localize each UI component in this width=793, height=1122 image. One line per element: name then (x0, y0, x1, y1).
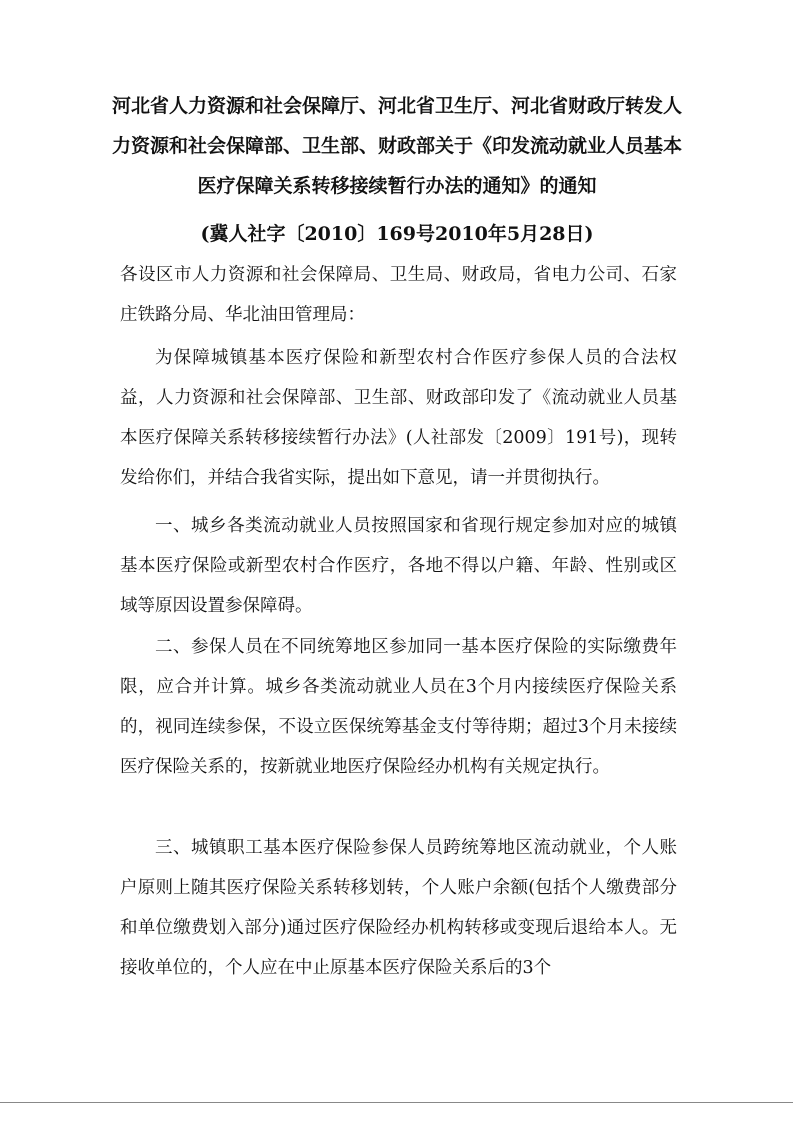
addressee: 各设区市人力资源和社会保障局、卫生局、财政局，省电力公司、石家庄铁路分局、华北油田管理局： (120, 265, 677, 325)
paragraph-3: 三、城镇职工基本医疗保险参保人员跨统筹地区流动就业，个人账户原则上随其医疗保险关系转移划转，个人账户余额(包括个人缴费部分和单位缴费划入部分)通过医疗保险经办机构转移或变现后退给本人。无接收单位的，个人应在中止原基本医疗保险关系后的3个 (120, 838, 677, 978)
document-number: (冀人社字〔2010〕169号2010年5月28日) (200, 223, 594, 245)
paragraph-2: 二、参保人员在不同统筹地区参加同一基本医疗保险的实际缴费年限，应合并计算。城乡各类流动就业人员在3个月内接续医疗保险关系的，视同连续参保，不设立医保统筹基金支付等待期；超过3个月未接续医疗保险关系的，按新就业地医疗保险经办机构有关规定执行。 (120, 637, 677, 777)
document-title: 河北省人力资源和社会保障厅、河北省卫生厅、河北省财政厅转发人力资源和社会保障部、卫生部、财政部关于《印发流动就业人员基本医疗保障关系转移接续暂行办法的通知》的通知 (112, 95, 683, 197)
paragraph-intro: 为保障城镇基本医疗保险和新型农村合作医疗参保人员的合法权益，人力资源和社会保障部、卫生部、财政部印发了《流动就业人员基本医疗保障关系转移接续暂行办法》(人社部发〔2009〕191号)，现转发给你们，并结合我省实际，提出如下意见，请一并贯彻执行。 (120, 348, 677, 488)
paragraph-1: 一、城乡各类流动就业人员按照国家和省现行规定参加对应的城镇基本医疗保险或新型农村合作医疗，各地不得以户籍、年龄、性别或区域等原因设置参保障碍。 (120, 516, 677, 616)
bottom-divider (0, 1102, 793, 1103)
